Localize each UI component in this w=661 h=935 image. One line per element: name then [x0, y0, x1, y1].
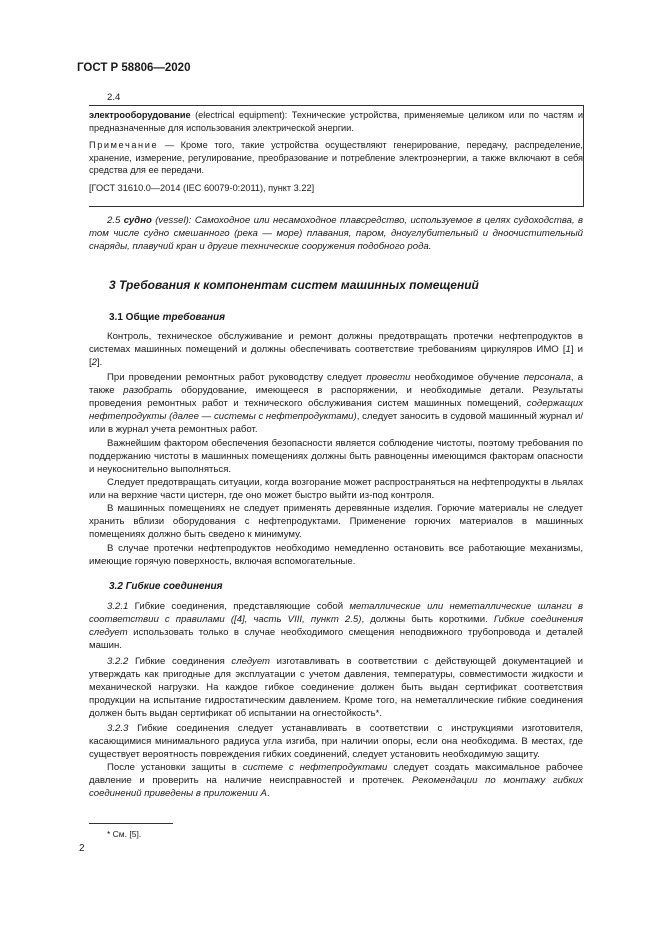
emphasis: Гибкие соединения следует [89, 614, 584, 638]
note-text: — Кроме того, такие устройства осуществляют генерирование, передачу, распределение, хранение, измерение, регулирование, преобразование и потребление электроэнергии, а также включают в себя средства для ее передачи. [89, 140, 583, 175]
document-header: ГОСТ Р 58806—2020 [77, 62, 191, 74]
paragraph-3-2-1 [89, 600, 583, 652]
paragraph [89, 371, 583, 436]
emphasis: разобрать [123, 385, 173, 396]
paragraph: В машинных помещениях не следует применять деревянные изделия. Горючие материалы не следует хранить вблизи оборудования с нефтепродуктами. Применение горючих материалов в машинных помещениях должно быть сведено к минимуму. [89, 503, 583, 540]
paragraph: Важнейшим фактором обеспечения безопасности является соблюдение чистоты, поэтому требования по поддержанию чистоты в машинных помещениях должны быть равноценны имеющимся факторам опасности и неукоснительно выполняться. [89, 438, 583, 475]
emphasis: металлические или неметаллические шланги в соответствии с правилами ([4], часть VIII, пункт 2.5) [89, 601, 583, 625]
section-title: 3 Требования к компонентам систем машинных помещений [109, 278, 479, 292]
subsection-heading-3-2: 3.2 Гибкие соединения [109, 581, 223, 592]
footnote-separator [89, 823, 173, 824]
subsection-title-a: 3.1 Общие [109, 312, 163, 323]
term-name: электрооборудование [89, 110, 191, 120]
paragraph-text: . [266, 788, 270, 799]
emphasis: следует [231, 656, 271, 667]
paragraph-text: изготавливать в соответствии с действующей документацией и утверждать как пригодные для эксплуатации с учетом давления, температуры, совместимости жидкости и механической нагрузки. На каждое гибкое соединение должен быть выдан сертификат соответствия продукции на испытание гидростатическим давлением. Кроме того, на неметаллические гибкие соединения должен быть выдан сертификат об испытании на огнестойкость*. [89, 656, 583, 719]
paragraph-text: ]. [97, 357, 103, 368]
subsection-heading-3-1 [109, 312, 225, 323]
paragraph-3-2-3 [89, 722, 583, 761]
paragraph-text: использовать только в случае необходимого смещения неподвижного трубопровода и деталей машин. [89, 627, 583, 651]
paragraph [89, 761, 583, 800]
paragraph-text: Гибкие соединения следует устанавливать в соответствии с инструкциями изготовителя, касающимися минимального радиуса угла изгиба, при наличии опоры, если она необходима. В местах, где существует вероятность повреждения гибких соединений, следует установить необходимую защиту. [89, 723, 583, 760]
emphasis: Рекомендации по монтажу гибких соединений приведены в приложении А [89, 775, 583, 799]
paragraph: В случае протечки нефтепродуктов необходимо немедленно остановить все работающие механизмы, имеющие горячую поверхность, включая вспомогательные. [89, 543, 583, 567]
emphasis: провести [366, 372, 411, 383]
paragraph-text: Контроль, техническое обслуживание и ремонт должны предотвращать протечки нефтепродуктов в системах машинных помещений и должны обеспечивать соответствие требованиям циркуляров ИМО [ [89, 331, 583, 355]
clause-number: 3.2.3 [107, 723, 129, 734]
term-vessel-name: судно [123, 215, 152, 226]
clause-number: 3.2.2 [107, 656, 129, 667]
paragraph-text: следует создать максимальное рабочее давление и проверить на наличие неисправностей и протечек. [89, 762, 583, 786]
term-definition-box [89, 105, 584, 207]
footnote: * См. [5]. [107, 829, 142, 839]
term-source: [ГОСТ 31610.0—2014 (IEC 60079-0:2011), пункт 3.22] [89, 182, 315, 193]
paragraph-text: оборудование, имеющееся в распоряжении, и необходимые детали. Результаты проведения ремонтных работ и технического обслуживания систем машинных помещений, [89, 385, 583, 409]
paragraph [89, 330, 583, 369]
paragraph-text: , должны быть короткими. [361, 614, 494, 625]
reference: 2 [91, 357, 98, 368]
term-vessel-definition: (vessel): Самоходное или несамоходное плавсредство, используемое в целях судоходства, в том числе судно смешанного (река — море) плавания, паром, дноуглубительный и дноочистительный снаряды, плавучий кран и другие технические сооружения подобного рода. [89, 215, 583, 252]
paragraph: Следует предотвращать ситуации, когда возгорание может распространяться на нефтепродукты в льялах или на верхние части цистерн, где оно может быстро выйти из-под контроля. [89, 477, 583, 501]
reference: 1 [565, 344, 571, 355]
clause-number: 3.2.1 [107, 601, 129, 612]
paragraph-text: Гибкие соединения [128, 656, 232, 667]
page-number: 2 [79, 843, 85, 854]
term-definition [89, 109, 583, 134]
paragraph-text: После установки защиты в [107, 762, 243, 773]
term-vessel-number: 2.5 [107, 215, 124, 226]
emphasis: системе с нефтепродуктами [242, 762, 388, 773]
paragraph-text: , следует заносить в судовой машинный журнал и/или в журнал учета ремонтных работ. [89, 411, 583, 435]
section-heading [109, 278, 479, 292]
term-number: 2.4 [107, 92, 121, 103]
subsection-title-b: требования [162, 312, 226, 323]
term-definition-text: (electrical equipment): Технические устройства, применяемые целиком или по частям и предназначенные для использования электрической энергии. [89, 110, 583, 133]
paragraph-text: Гибкие соединения, представляющие собой [128, 601, 350, 612]
paragraph-text: При проведении ремонтных работ руководству следует [107, 372, 367, 383]
paragraph-text: ] и [ [89, 344, 583, 368]
paragraph-3-2-2 [89, 655, 583, 720]
term-vessel [89, 214, 583, 253]
emphasis: содержащих нефтепродукты (далее — системы с нефтепродуктами) [89, 398, 583, 422]
paragraph-text: , а также [89, 372, 583, 396]
emphasis: персонала [523, 372, 571, 383]
term-note [89, 139, 583, 177]
note-label: Примечание [89, 140, 159, 150]
paragraph-text: необходимое обучение [410, 372, 524, 383]
